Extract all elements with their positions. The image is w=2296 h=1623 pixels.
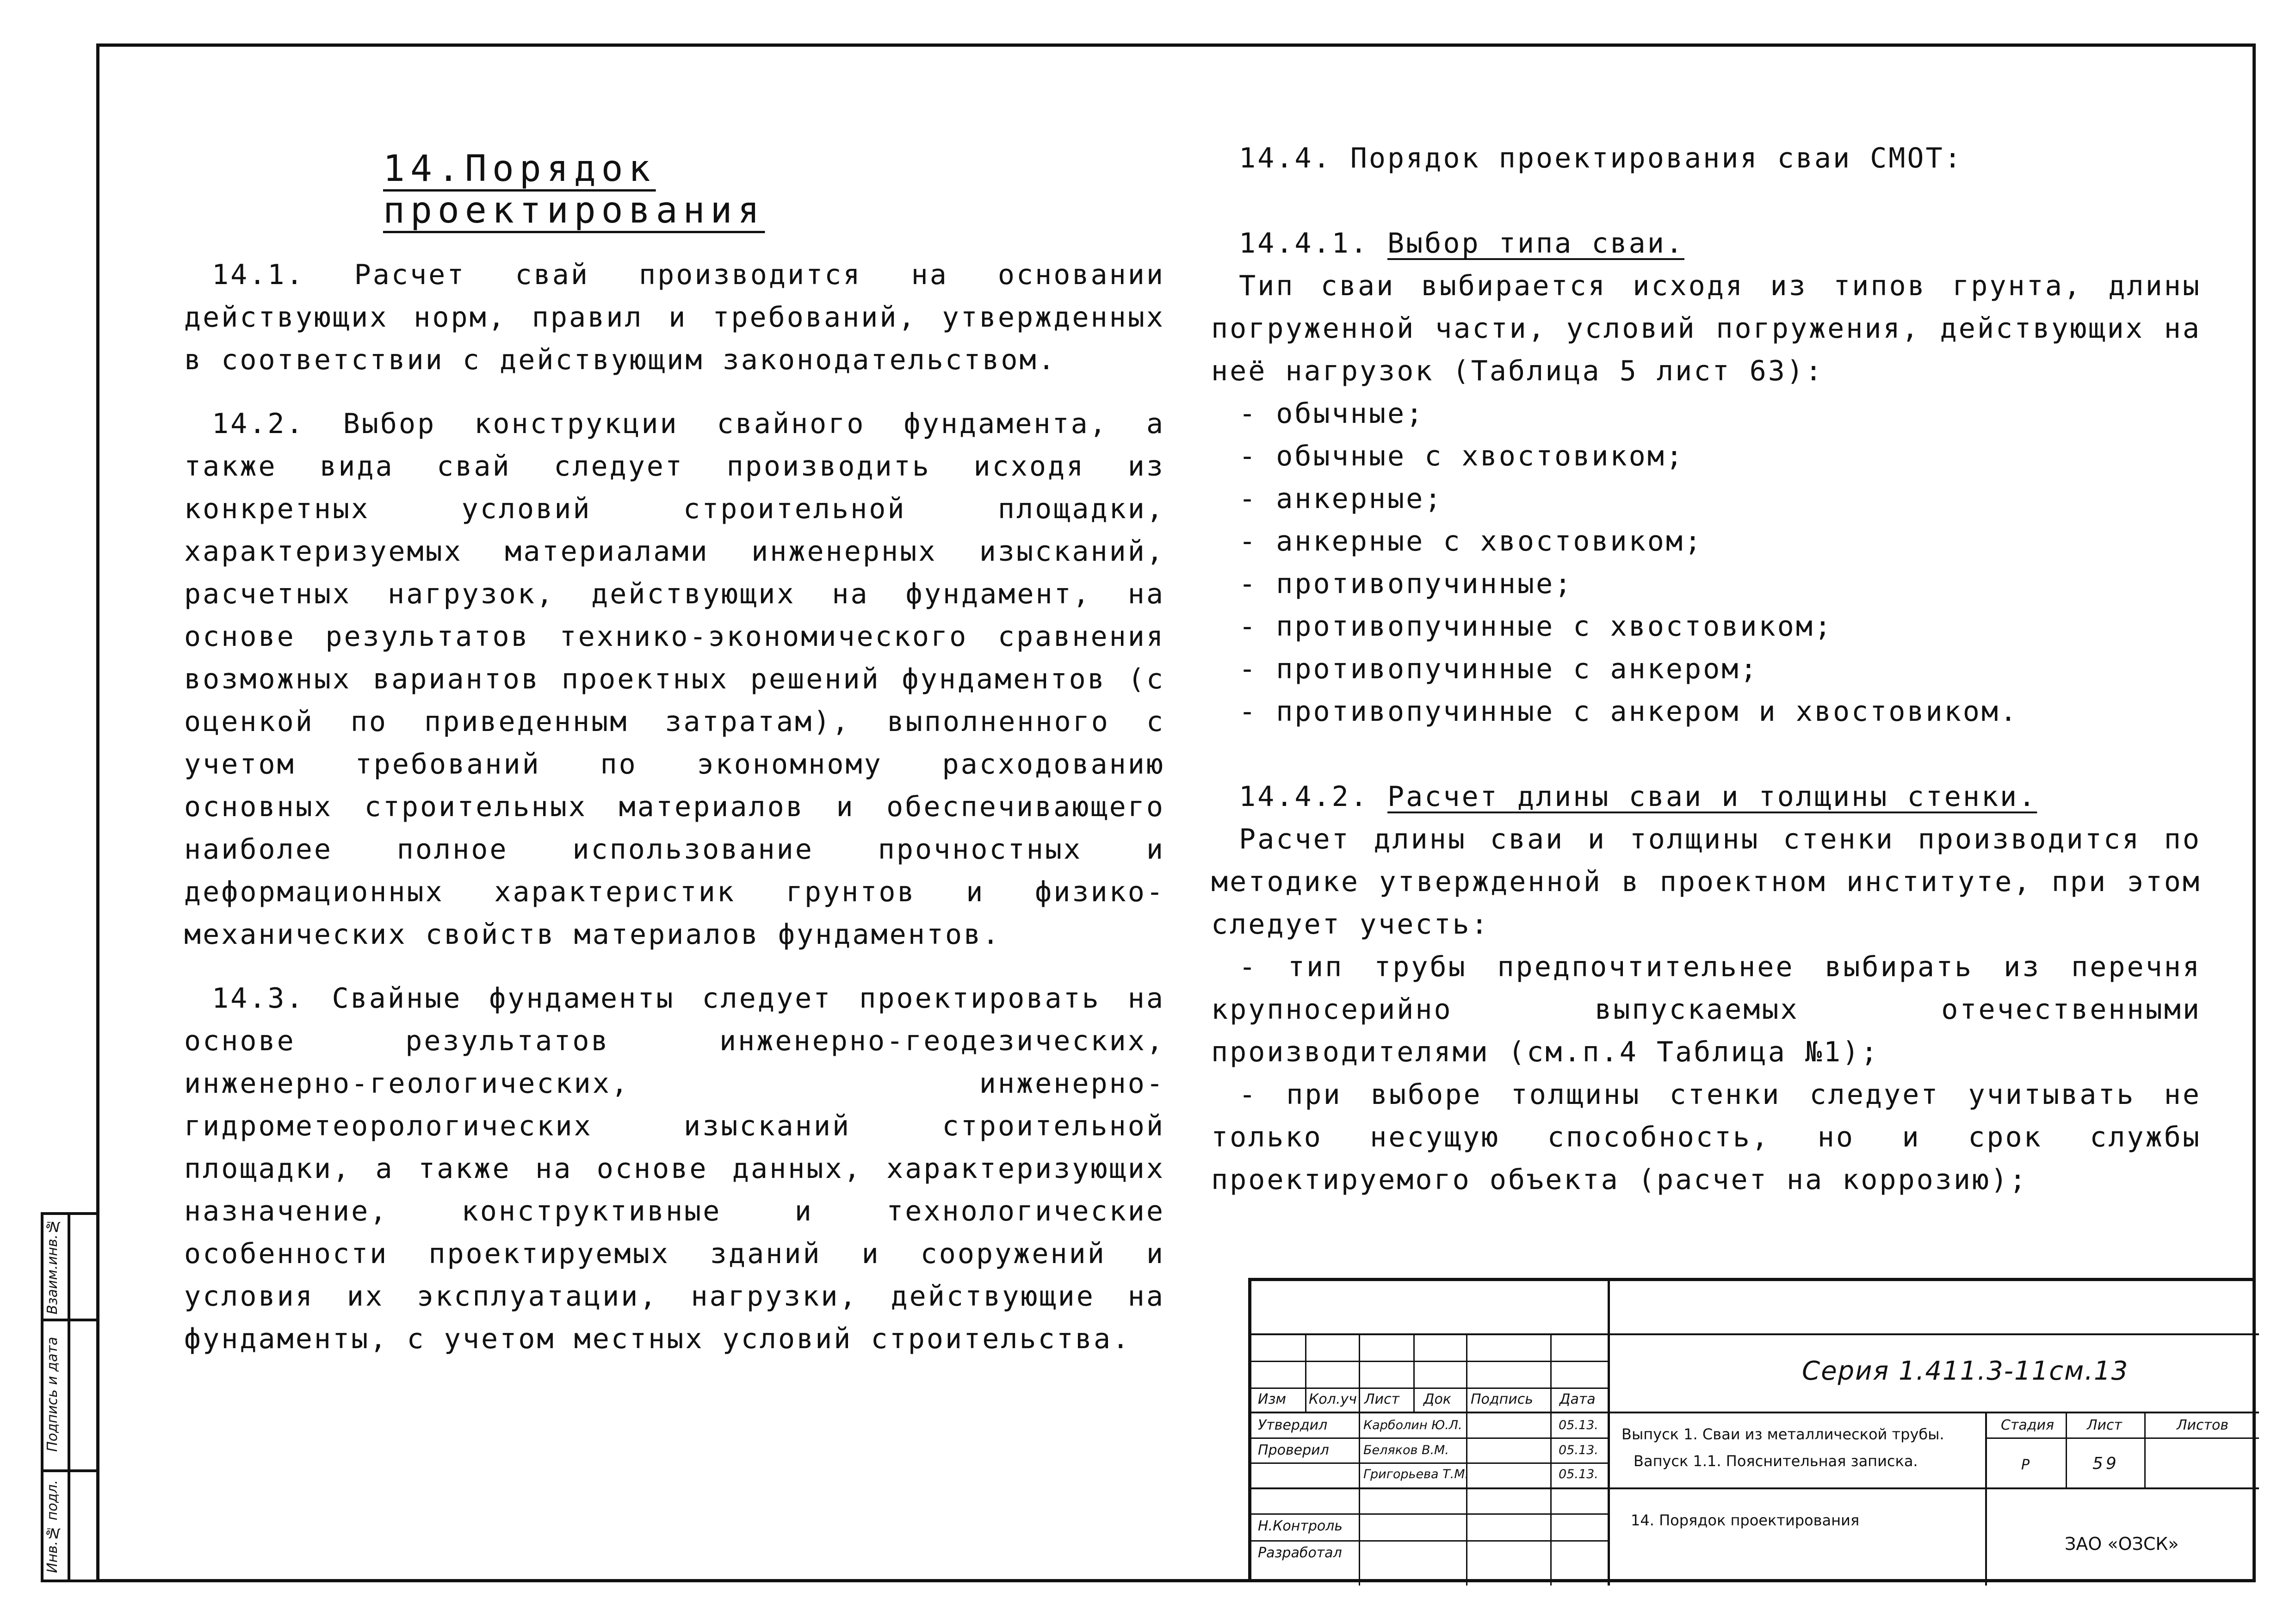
tb-role: Утвердил xyxy=(1258,1417,1328,1433)
tb-name: Беляков В.М. xyxy=(1363,1443,1449,1457)
list-item: - противопучинные с хвостовиком; xyxy=(1239,610,1833,643)
tb-divider xyxy=(2066,1412,2067,1487)
list-item: - противопучинные с анкером и хвостовиком. xyxy=(1239,695,2019,728)
list-item: - анкерные с хвостовиком; xyxy=(1239,525,1703,558)
paragraph-14-1 xyxy=(184,254,1165,381)
side-stamp-divider xyxy=(41,1319,96,1321)
side-stamp-divider xyxy=(41,1469,96,1472)
document-title: 14. Порядок проектирования xyxy=(1631,1511,1860,1529)
list-item: - противопучинные; xyxy=(1239,568,1573,600)
page-title: 14.Порядок проектирования xyxy=(383,148,765,231)
tb-role: Проверил xyxy=(1258,1442,1329,1458)
tb-date: 05.13. xyxy=(1559,1467,1598,1481)
tb-date: 05.13. xyxy=(1559,1418,1598,1432)
tb-header: Лист xyxy=(1364,1391,1400,1407)
list-item: - противопучинные с анкером; xyxy=(1239,653,1759,685)
tb-divider xyxy=(1251,1513,1608,1515)
list-item: - обычные с хвостовиком; xyxy=(1239,440,1684,472)
series-code: Серия 1.411.3-11см.13 xyxy=(1802,1356,2129,1386)
tb-divider xyxy=(1550,1333,1552,1586)
paragraph-text: 14.1. Расчет свай производится на основании действующих норм, правил и требований, утвержденных в соответствии с действующим законодательством. xyxy=(184,259,1165,376)
sheets-label: Листов xyxy=(2177,1417,2229,1433)
tb-name: Карболин Ю.Л. xyxy=(1363,1418,1462,1432)
tb-divider xyxy=(1305,1333,1306,1413)
tb-divider xyxy=(1251,1462,1608,1464)
company-name: ЗАО «ОЗСК» xyxy=(2065,1534,2179,1554)
tb-divider xyxy=(1251,1333,2259,1335)
tb-divider xyxy=(1985,1437,2259,1439)
side-stamp-label: Подпись и дата xyxy=(44,1337,61,1452)
subsection-number: 14.4.1. xyxy=(1239,227,1369,260)
tb-divider xyxy=(1466,1333,1467,1586)
sheet-number: 59 xyxy=(2092,1454,2119,1473)
subsection-title: Расчет длины сваи и толщины стенки. xyxy=(1387,781,2037,813)
list-item: - обычные; xyxy=(1239,397,1425,430)
subsection-text xyxy=(1211,265,2201,392)
right-column xyxy=(1211,137,2201,1201)
paragraph-text: 14.3. Свайные фундаменты следует проектировать на основе результатов инженерно-геодезических, инженерно-геологических, инженерно-гидрометеорологических изысканий строительной площадки, а также на основе данных, характеризующих назначение, конструктивные и технологические особенности проектируемых зданий и сооружений и условия их эксплуатации, нагрузки, действующие на фундаменты, с учетом местных условий строительства. xyxy=(184,982,1165,1355)
issue-title: Выпуск 1. Сваи из металлической трубы. xyxy=(1621,1425,1944,1443)
tb-header: Дата xyxy=(1560,1391,1596,1407)
tb-role: Н.Контроль xyxy=(1258,1518,1343,1534)
title-block xyxy=(1248,1278,2256,1582)
tb-header: Изм xyxy=(1258,1391,1287,1407)
paragraph-14-3 xyxy=(184,977,1165,1360)
tb-divider xyxy=(1251,1437,1608,1439)
list-item xyxy=(1211,1073,2201,1201)
subsection-title: Выбор типа сваи. xyxy=(1387,227,1684,260)
tb-divider xyxy=(1359,1333,1360,1586)
tb-divider xyxy=(1251,1412,2259,1413)
tb-header: Док xyxy=(1423,1391,1451,1407)
issue-subtitle: Вапуск 1.1. Пояснительная записка. xyxy=(1634,1452,1918,1470)
tb-header: Подпись xyxy=(1471,1391,1533,1407)
side-stamp-label: Взаим.инв.№ xyxy=(44,1218,61,1315)
paragraph-14-2 xyxy=(184,403,1165,956)
paragraph-text: - при выборе толщины стенки следует учитывать не только несущую способность, но и срок службы проектируемого объекта (расчет на коррозию); xyxy=(1211,1078,2201,1196)
sheet-label: Лист xyxy=(2087,1417,2123,1433)
subsection-text xyxy=(1211,818,2201,946)
tb-divider xyxy=(2144,1412,2146,1487)
paragraph-text: Расчет длины сваи и толщины стенки производится по методике утвержденной в проектном институте, при этом следует учесть: xyxy=(1211,823,2201,941)
list-item: - анкерные; xyxy=(1239,483,1443,515)
subsection-number: 14.4.2. xyxy=(1239,781,1369,813)
tb-divider xyxy=(1608,1281,1610,1586)
paragraph-text: Тип сваи выбирается исходя из типов грунта, длины погруженной части, условий погружения, действующих на неё нагрузок (Таблица 5 лист 63): xyxy=(1211,270,2201,387)
side-stamp-label: Инв.№ подл. xyxy=(44,1480,61,1573)
list-item xyxy=(1211,946,2201,1073)
left-column xyxy=(184,254,1165,1381)
tb-divider xyxy=(1413,1333,1415,1413)
stage-value: Р xyxy=(2021,1457,2030,1473)
subsection-heading xyxy=(1211,775,2201,818)
section-title: 14.4. Порядок проектирования сваи СМОТ: xyxy=(1239,142,1963,174)
stage-label: Стадия xyxy=(2001,1417,2055,1433)
tb-divider xyxy=(1251,1487,2259,1489)
tb-role: Разработал xyxy=(1258,1545,1342,1561)
paragraph-text: - тип трубы предпочтительнее выбирать из перечня крупносерийно выпускаемых отечественными производителями (см.п.4 Таблица №1); xyxy=(1211,951,2201,1068)
paragraph-text: 14.2. Выбор конструкции свайного фундамента, а также вида свай следует производить исходя из конкретных условий строительной площадки, характеризуемых материалами инженерных изысканий, расчетных нагрузок, действующих на фундамент, на основе результатов технико-экономического сравнения возможных вариантов проектных решений фундаментов (с оценкой по приведенным затратам), выполненного с учетом требований по экономному расходованию основных строительных материалов и обеспечивающего наиболее полное использование прочностных и деформационных характеристик грунтов и физико-механических свойств материалов фундаментов. xyxy=(184,408,1165,951)
subsection-heading xyxy=(1211,222,2201,265)
tb-divider xyxy=(1251,1540,1608,1542)
tb-header: Кол.уч xyxy=(1309,1391,1357,1407)
tb-date: 05.13. xyxy=(1559,1443,1598,1457)
tb-name: Григорьева Т.М. xyxy=(1363,1467,1469,1481)
